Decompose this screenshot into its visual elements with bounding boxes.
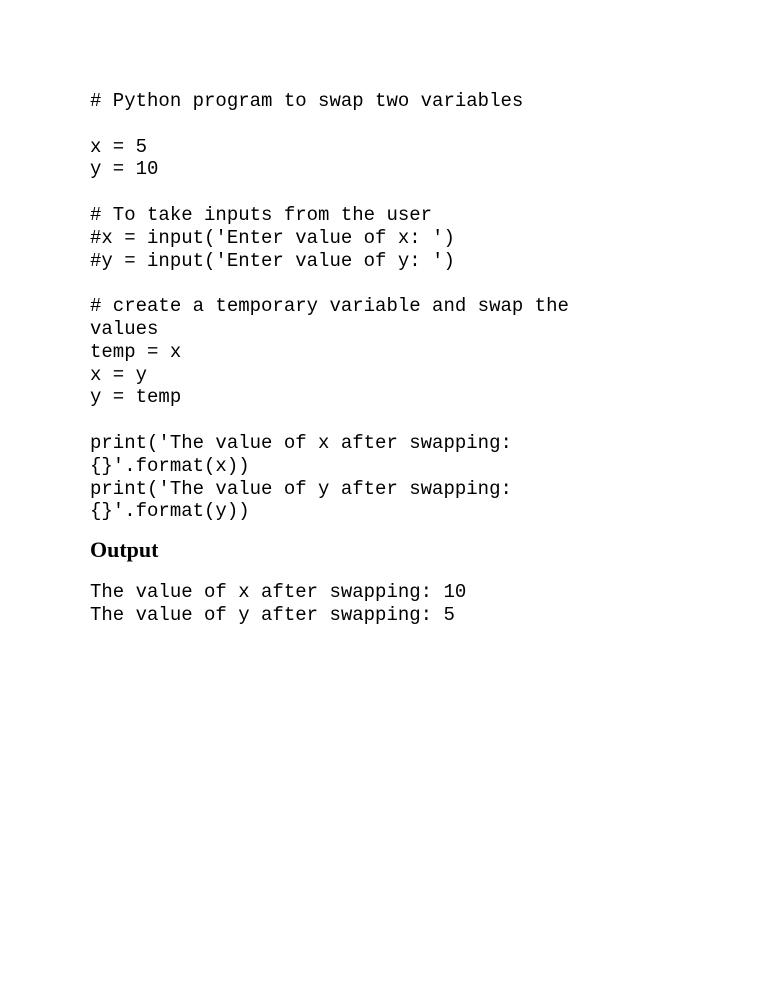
code-line: y = 10: [90, 158, 159, 181]
code-line: print('The value of y after swapping:: [90, 477, 512, 500]
document-page: [90, 90, 690, 627]
code-line: print('The value of x after swapping:: [90, 431, 512, 454]
code-line: temp = x: [90, 340, 182, 363]
blank-line: [90, 113, 690, 136]
code-line: x = 5: [90, 135, 148, 158]
code-line: x = y: [90, 363, 148, 386]
code-line: {}'.format(y)): [90, 500, 250, 523]
code-line: # To take inputs from the user: [90, 203, 433, 226]
code-line: #x = input('Enter value of x: '): [90, 226, 455, 249]
code-line: {}'.format(x)): [90, 454, 250, 477]
output-line: The value of x after swapping: 10: [90, 581, 467, 604]
code-line: # Python program to swap two variables: [90, 90, 524, 112]
output-block: [90, 581, 690, 627]
output-heading: Output: [90, 537, 159, 563]
blank-line: [90, 409, 690, 432]
code-line: #y = input('Enter value of y: '): [90, 249, 455, 272]
blank-line: [90, 272, 690, 295]
blank-line: [90, 181, 690, 204]
code-line: y = temp: [90, 386, 182, 409]
code-line: values: [90, 317, 159, 340]
output-line: The value of y after swapping: 5: [90, 603, 455, 626]
code-line: # create a temporary variable and swap the: [90, 295, 569, 318]
code-block: [90, 90, 690, 523]
